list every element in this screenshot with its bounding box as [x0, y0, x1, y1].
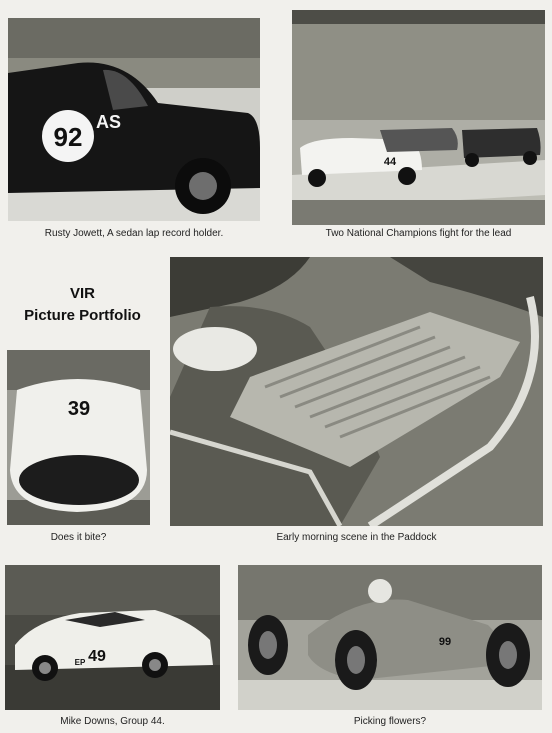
- sedan-car-class: AS: [96, 112, 122, 132]
- photo-bite-graphic: [7, 350, 150, 525]
- caption-paddock: Early morning scene in the Paddock: [276, 532, 437, 543]
- caption-flowers: Picking flowers?: [353, 716, 427, 727]
- photo-paddock: [170, 257, 543, 526]
- portfolio-title-line2: Picture Portfolio: [24, 307, 141, 324]
- sedan-car-number: 92: [53, 122, 83, 152]
- photo-bite: [7, 350, 150, 525]
- downs-class-badge: EP: [74, 658, 86, 667]
- caption-champions: Two National Champions fight for the lead: [325, 228, 512, 239]
- photo-flowers: [238, 565, 542, 710]
- photo-flowers-graphic: [238, 565, 542, 710]
- photo-downs: [5, 565, 220, 710]
- photo-champions-graphic: [292, 10, 545, 225]
- photo-sedan: [8, 18, 260, 221]
- champions-car-number: 44: [383, 156, 397, 168]
- caption-bite: Does it bite?: [50, 532, 107, 543]
- caption-downs: Mike Downs, Group 44.: [60, 716, 165, 727]
- bite-car-number: 39: [67, 398, 91, 420]
- portfolio-title-line1: VIR: [69, 285, 95, 302]
- flowers-car-number: 99: [438, 636, 452, 648]
- photo-sedan-graphic: [8, 18, 260, 221]
- photo-downs-graphic: [5, 565, 220, 710]
- downs-car-number: 49: [88, 648, 106, 665]
- photo-champions: [292, 10, 545, 225]
- photo-paddock-graphic: [170, 257, 543, 526]
- caption-sedan: Rusty Jowett, A sedan lap record holder.: [44, 228, 224, 239]
